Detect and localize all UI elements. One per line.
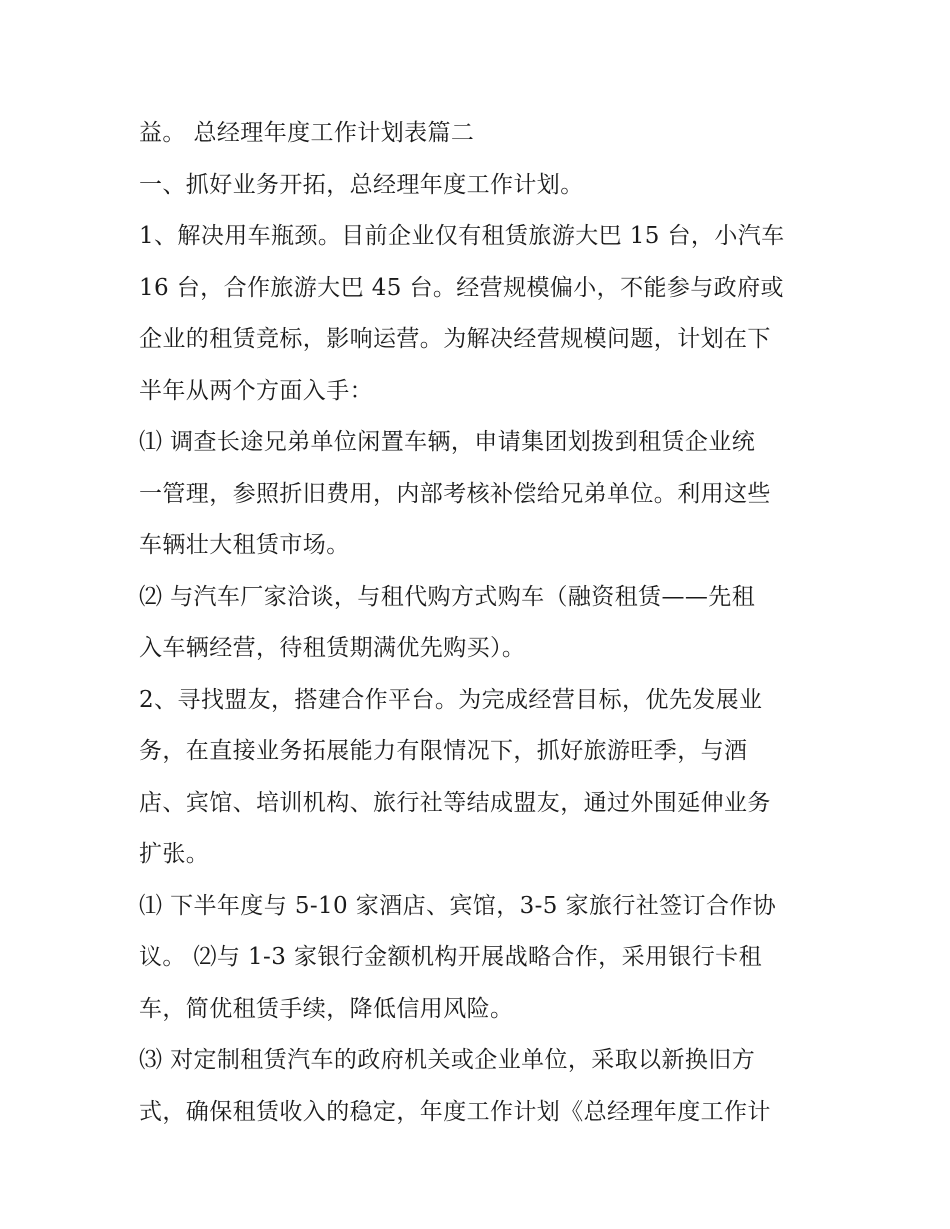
section-heading: 一、抓好业务开拓，总经理年度工作计划。 bbox=[139, 171, 584, 198]
text-line: ⑴ 下半年度与 5-10 家酒店、宾馆，3-5 家旅行社签订合作协 bbox=[139, 892, 777, 919]
text-line: 车，简优租赁手续，降低信用风险。 bbox=[139, 995, 514, 1022]
text-line: 车辆壮大租赁市场。 bbox=[139, 532, 350, 558]
text-line: 益。 总经理年度工作计划表篇二 bbox=[139, 120, 475, 146]
text-line: ⑴ 调查长途兄弟单位闲置车辆，申请集团划拨到租赁企业统 bbox=[139, 429, 756, 455]
text-line: 入车辆经营，待租赁期满优先购买）。 bbox=[139, 635, 526, 661]
text-line: 式，确保租赁收入的稳定，年度工作计划《总经理年度工作计 bbox=[139, 1098, 771, 1125]
text-line: 店、宾馆、培训机构、旅行社等结成盟友，通过外围延伸业务 bbox=[139, 789, 771, 816]
text-line: 2、寻找盟友，搭建合作平台。为完成经营目标，优先发展业 bbox=[139, 686, 763, 713]
text-line: 16 台，合作旅游大巴 45 台。经营规模偏小，不能参与政府或 bbox=[139, 274, 784, 301]
text-line: 扩张。 bbox=[139, 841, 210, 867]
text-line: 一管理，参照折旧费用，内部考核补偿给兄弟单位。利用这些 bbox=[139, 480, 771, 507]
text-line: ⑶ 对定制租赁汽车的政府机关或企业单位，采取以新换旧方 bbox=[139, 1047, 756, 1073]
text-line: 企业的租赁竞标，影响运营。为解决经营规模问题，计划在下 bbox=[139, 326, 771, 352]
text-line: 1、解决用车瓶颈。目前企业仅有租赁旅游大巴 15 台，小汽车 bbox=[139, 223, 785, 249]
text-line: 议。 ⑵与 1-3 家银行金额机构开展战略合作，采用银行卡租 bbox=[139, 944, 762, 970]
document-body bbox=[139, 108, 829, 1138]
text-line: 务，在直接业务拓展能力有限情况下，抓好旅游旺季，与酒 bbox=[139, 738, 748, 764]
text-line: 半年从两个方面入手： bbox=[139, 377, 373, 404]
text-line: ⑵ 与汽车厂家洽谈，与租代购方式购车（融资租赁——先租 bbox=[139, 583, 756, 610]
